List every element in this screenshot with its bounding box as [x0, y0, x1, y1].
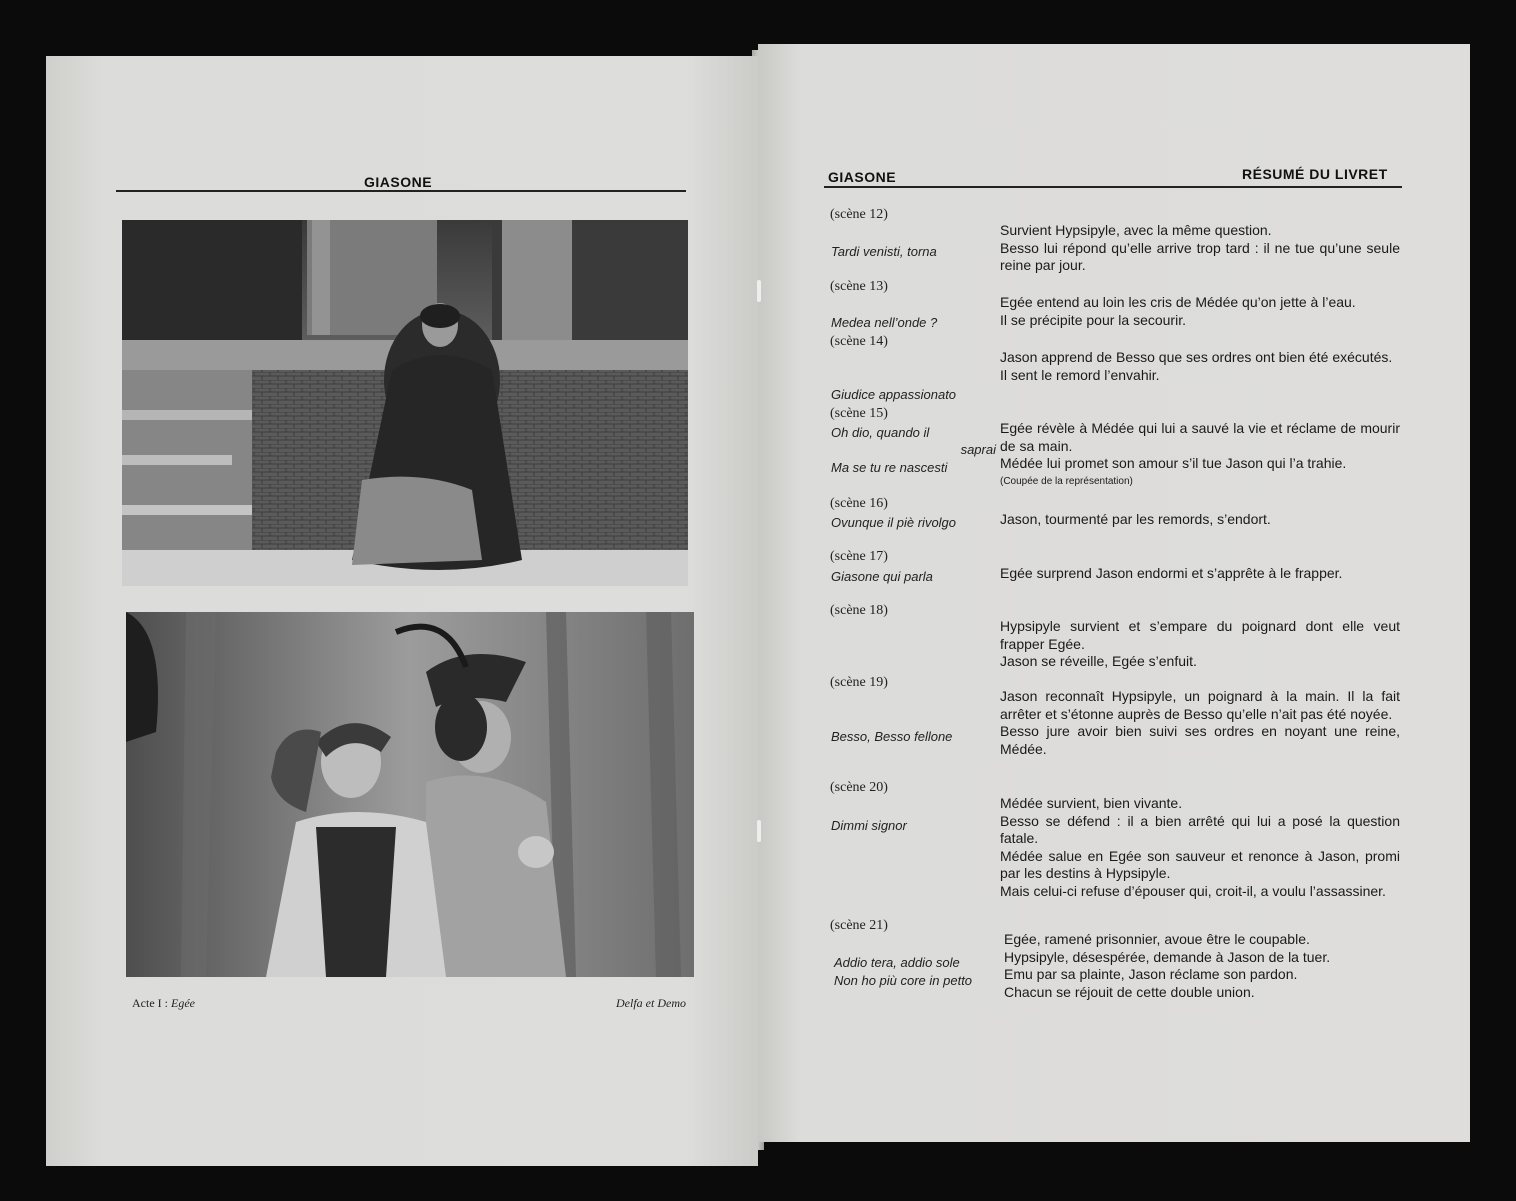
aria-title: Dimmi signor: [831, 818, 907, 833]
aria-title: [831, 424, 996, 458]
desc-line: Chacun se réjouit de cette double union.: [1004, 983, 1255, 1000]
aria-title: Besso, Besso fellone: [831, 729, 953, 744]
caption-prefix: Acte I :: [132, 996, 171, 1010]
scene-description: [1000, 795, 1400, 900]
scene-label: (scène 17): [830, 549, 888, 564]
desc-line: Jason se réveille, Egée s’enfuit.: [1000, 653, 1197, 669]
right-page-header-left: GIASONE: [828, 169, 897, 185]
scene-description: [1000, 688, 1400, 758]
scene-label: (scène 16): [830, 496, 888, 511]
scene-description: [1000, 420, 1400, 490]
desc-line: Emu par sa plainte, Jason réclame son pardon.: [1004, 966, 1298, 982]
desc-line: Egée révèle à Médée qui lui a sauvé la vie et réclame de mourir de sa main.: [1000, 420, 1400, 454]
desc-line: Egée entend au loin les cris de Médée qu’on jette à l’eau.: [1000, 294, 1356, 310]
scene-label: (scène 14): [830, 334, 888, 349]
scene-label: (scène 13): [830, 279, 888, 294]
caption-right-text: Delfa et Demo: [616, 996, 686, 1010]
left-page: [46, 56, 758, 1166]
aria-title: Tardi venisti, torna: [831, 244, 937, 259]
scene-label: (scène 20): [830, 780, 888, 795]
scene-description: [1000, 565, 1400, 583]
aria-title: Ovunque il piè rivolgo: [831, 515, 957, 530]
aria-line-tail: saprai: [960, 442, 996, 457]
scene-description: [1000, 294, 1400, 329]
scene-label: (scène 12): [830, 207, 888, 222]
left-header-rule: [116, 190, 686, 192]
desc-line: Il sent le remord l’envahir.: [1000, 366, 1160, 383]
aria-title: Medea nell’onde ?: [831, 315, 938, 330]
aria-title-2: Ma se tu re nascesti: [831, 460, 948, 475]
stage-photo-egee: [122, 220, 688, 586]
desc-line: Jason apprend de Besso que ses ordres ont bien été exécutés.: [1000, 349, 1393, 365]
desc-line: Jason, tourmenté par les remords, s’endort.: [1000, 511, 1271, 527]
scene-description: [1000, 618, 1400, 671]
desc-line: Egée, ramené prisonnier, avoue être le coupable.: [1004, 931, 1310, 947]
aria-line: Oh dio, quando il: [831, 425, 930, 440]
photo-caption-right: [616, 996, 686, 1011]
desc-line: Médée lui promet son amour s’il tue Jason qui l’a trahie.: [1000, 455, 1347, 471]
desc-line: Besso lui répond qu’elle arrive trop tard : il ne tue qu’une seule reine par jour.: [1000, 239, 1400, 273]
scene-label: (scène 18): [830, 603, 888, 618]
scene-description: [1000, 511, 1400, 529]
aria-title-2: Non ho più core in petto: [834, 973, 973, 988]
scene-label: (scène 15): [830, 406, 888, 421]
desc-line: Jason reconnaît Hypsipyle, un poignard à la main. Il la fait arrêter et s’étonne auprès de Besso qu’elle n’ait pas été noyée.: [1000, 688, 1400, 722]
desc-line: Egée surprend Jason endormi et s’apprête à le frapper.: [1000, 565, 1343, 581]
desc-line: Médée survient, bien vivante.: [1000, 795, 1183, 811]
scene-label: (scène 21): [830, 918, 888, 933]
stage-photo-delfa-demo: [126, 612, 694, 977]
desc-line: Besso se défend : il a bien arrêté qui lui a posé la question fatale.: [1000, 812, 1400, 846]
scene-description: [1000, 222, 1400, 275]
desc-line: Hypsipyle, désespérée, demande à Jason de la tuer.: [1004, 948, 1331, 965]
photo-caption-left: [132, 996, 195, 1011]
desc-line: Mais celui-ci refuse d’épouser qui, croit-il, a voulu l’assassiner.: [1000, 882, 1386, 899]
right-header-rule: [824, 186, 1402, 188]
aria-title: Giudice appassionato: [831, 387, 957, 402]
scene-description: [1004, 931, 1404, 1001]
aria-title: Addio tera, addio sole: [834, 955, 960, 970]
scene-description: [1000, 349, 1400, 384]
desc-line: Survient Hypsipyle, avec la même question.: [1000, 222, 1272, 238]
desc-line: Besso jure avoir bien suivi ses ordres en noyant une reine, Médée.: [1000, 723, 1400, 757]
desc-line: Il se précipite pour la secourir.: [1000, 311, 1186, 328]
right-page-header-right: RÉSUMÉ DU LIVRET: [1242, 166, 1388, 182]
desc-line: Hypsipyle survient et s’empare du poignard dont elle veut frapper Egée.: [1000, 618, 1400, 652]
desc-note: (Coupée de la représentation): [1000, 475, 1133, 487]
aria-title: Giasone qui parla: [831, 569, 933, 584]
binder-staple-bottom: [757, 820, 761, 842]
binder-staple-top: [757, 280, 761, 302]
right-page: [758, 44, 1470, 1142]
scene-label: (scène 19): [830, 675, 888, 690]
left-page-header: GIASONE: [364, 174, 433, 190]
desc-line: Médée salue en Egée son sauveur et renonce à Jason, promi par les destins à Hypsipyle.: [1000, 847, 1400, 881]
caption-name: Egée: [170, 996, 195, 1010]
